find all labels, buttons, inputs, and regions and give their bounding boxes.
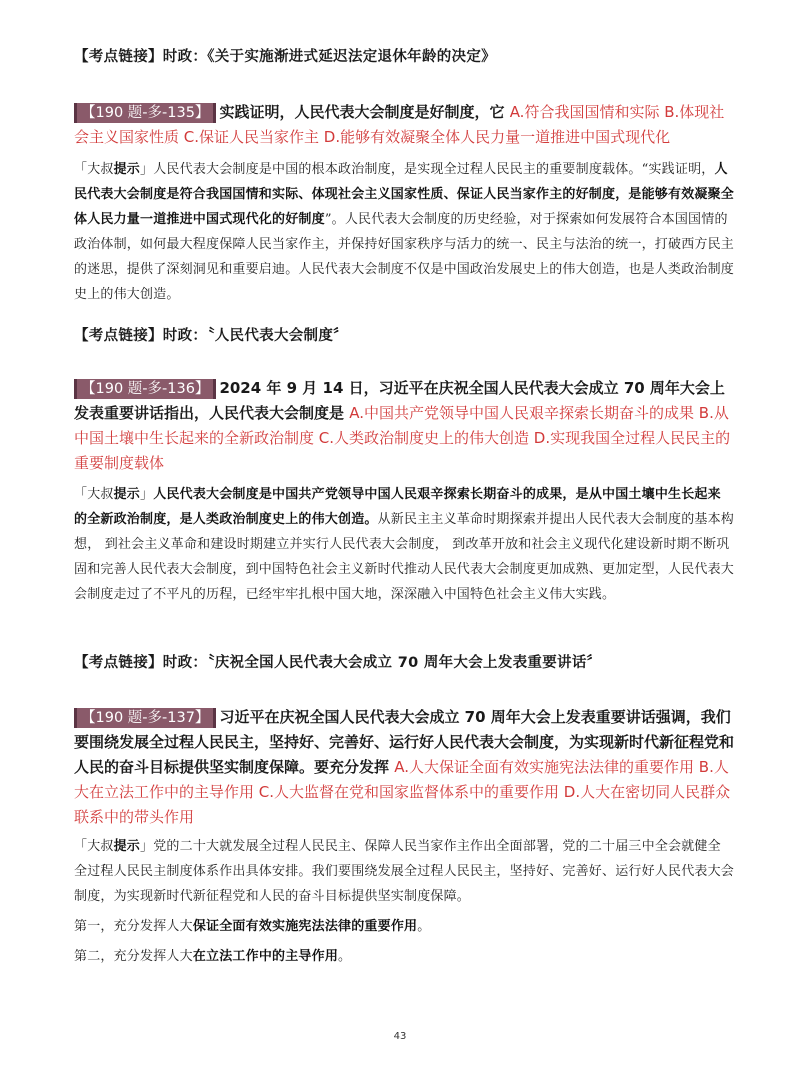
hint-135: 「大叔提示」人民代表大会制度是中国的根本政治制度，是实现全过程人民民主的重要制度载体。“实践证明，人民代表大会制度是符合我国国情和实际、体现社会主义国家性质、保证人民当家作主的好制度，是能够有效凝聚全体人民力量一道推进中国式现代化的好制度”。人民代表大会制度的历史经验，对于探索如何发展符合本国国情的政治体制，如何最大程度保障人民当家作主，并保持好国家秩序与活力的统一、民主与法治的统一，打破西方民主的迷思，提供了深刻洞见和重要启迪。人民代表大会制度不仅是中国政治发展史上的伟大创造，也是人类政治制度史上的伟大创造。	[74, 162, 735, 302]
hint-label: 「大叔提示」	[74, 839, 154, 854]
page-number: 43	[393, 1031, 407, 1042]
hint-136: 「大叔提示」人民代表大会制度是中国共产党领导中国人民艰辛探索长期奋斗的成果，是从中国土壤中生长起来的全新政治制度，是人类政治制度史上的伟大创造。从新民主主义革命时期探索并提出人民代表大会制度的基本构想， 到社会主义革命和建设时期建立并实行人民代表大会制度， 到改革开放和社会主义现代化建设新时期不断巩固和完善人民代表大会制度，到中国特色社会主义新时代推动人民代表大会制度更加成熟、更加定型，人民代表大会制度走过了不平凡的历程，已经牢牢扎根中国大地，深深融入中国特色社会主义伟大实践。	[74, 487, 735, 602]
hint-label: 「大叔提示」	[74, 487, 154, 502]
question-stem: 2024 年 9 月 14 日，习近平在庆祝全国人民代表大会成立 70 周年大会上发表重要讲话指出，人民代表大会制度是	[74, 379, 725, 422]
hint-137: 「大叔提示」党的二十大就发展全过程人民民主、保障人民当家作主作出全面部署，党的二十届三中全会就健全全过程人民民主制度体系作出具体安排。我们要围绕发展全过程人民民主，坚持好、完善好、运行好人民代表大会制度，为实现新时代新征程党和人民的奋斗目标提供坚实制度保障。	[74, 839, 735, 904]
question-stem: 习近平在庆祝全国人民代表大会成立 70 周年大会上发表重要讲话强调，我们要围绕发展全过程人民民主，坚持好、完善好、运行好人民代表大会制度，为实现新时代新征程党和人民的奋斗目标提供坚实制度保障。要充分发挥	[74, 708, 735, 776]
question-137	[74, 705, 734, 830]
question-tag: 【190 题-多-137】	[74, 708, 216, 728]
point-2: 第二，充分发挥人大在立法工作中的主导作用。	[74, 949, 352, 964]
question-tag: 【190 题-多-136】	[74, 379, 216, 399]
question-options: A.中国共产党领导中国人民艰辛探索长期奋斗的成果 B.从中国土壤中生长起来的全新政治制度 C.人类政治制度史上的伟大创造 D.实现我国全过程人民民主的重要制度载体	[74, 404, 731, 472]
question-tag: 【190 题-多-135】	[74, 103, 216, 123]
exam-link-header: 【考点链接】时政：《关于实施渐进式延迟法定退休年龄的决定》	[74, 49, 496, 65]
question-options: A.符合我国国情和实际 B.体现社会主义国家性质 C.保证人民当家作主 D.能够有效凝聚全体人民力量一道推进中国式现代化	[74, 103, 725, 146]
question-135	[74, 100, 734, 150]
question-options: A.人大保证全面有效实施宪法法律的重要作用 B.人大在立法工作中的主导作用 C.人大监督在党和国家监督体系中的重要作用 D.人大在密切同人民群众联系中的带头作用	[74, 758, 731, 826]
question-136	[74, 376, 734, 476]
question-stem: 实践证明，人民代表大会制度是好制度，它	[219, 103, 505, 121]
hint-label: 「大叔提示」	[74, 162, 154, 177]
exam-link-135: 【考点链接】时政：〝人民代表大会制度〞	[74, 328, 348, 344]
exam-link-136: 【考点链接】时政：〝庆祝全国人民代表大会成立 70 周年大会上发表重要讲话〞	[74, 655, 602, 671]
point-1: 第一，充分发挥人大保证全面有效实施宪法法律的重要作用。	[74, 919, 431, 934]
